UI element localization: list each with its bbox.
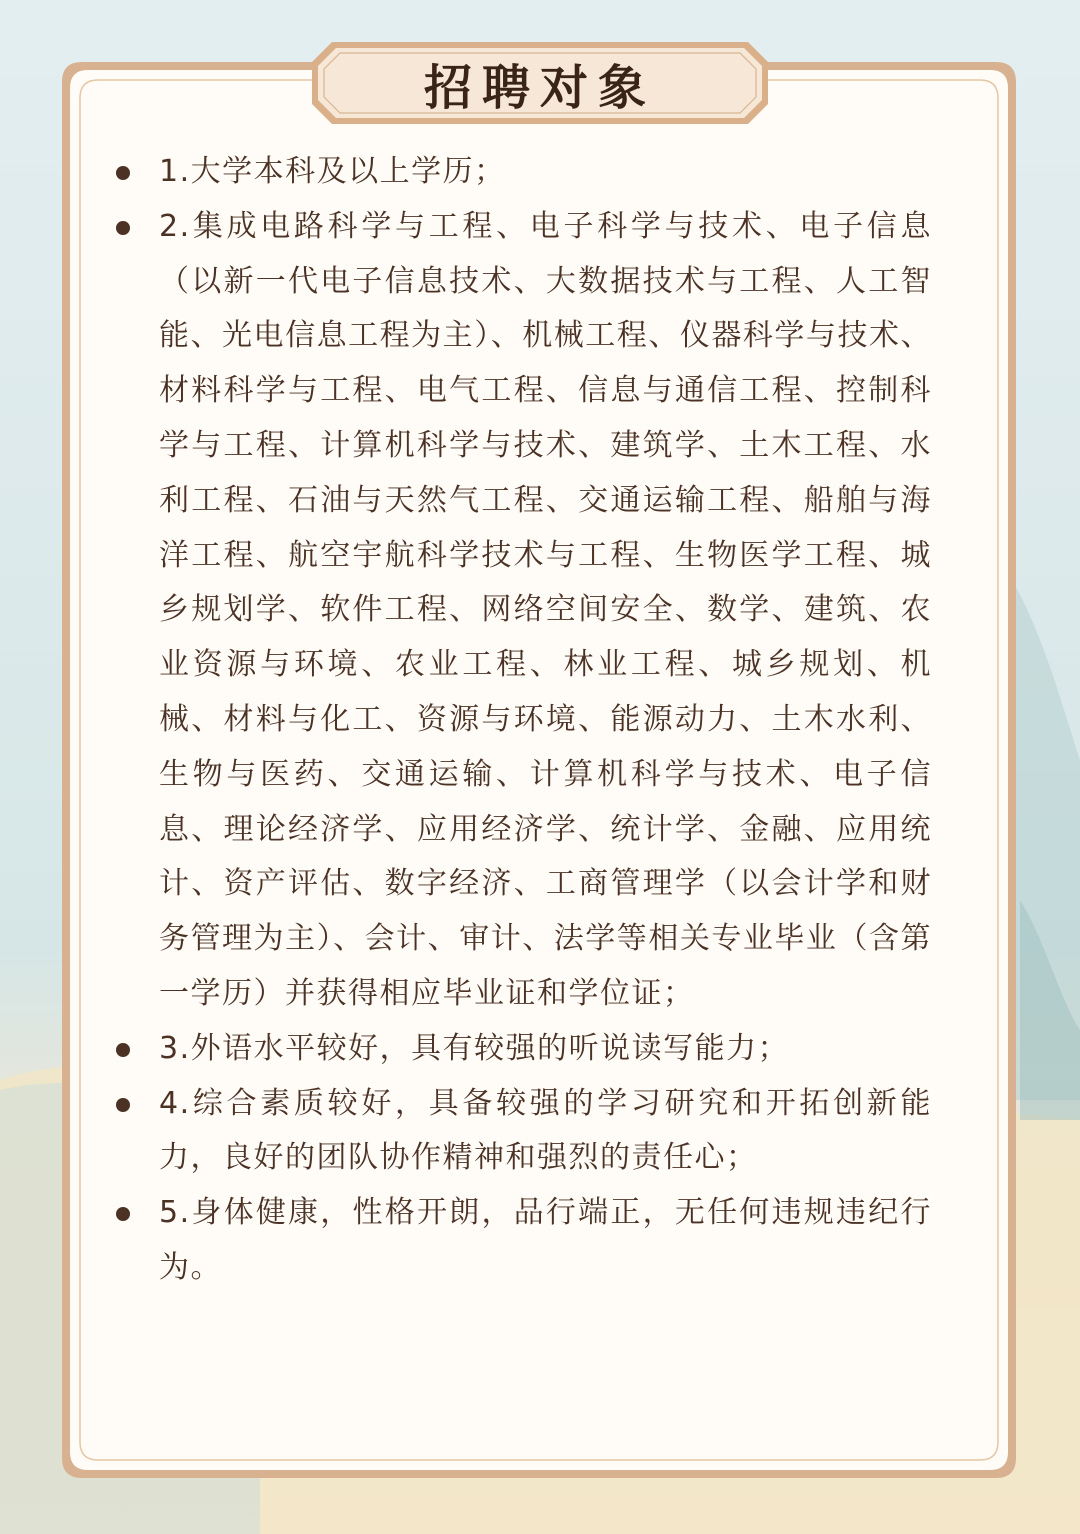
bullet-icon — [116, 1098, 130, 1112]
list-item — [112, 1077, 932, 1187]
requirement-text: 5.身体健康，性格开朗，品行端正，无任何违规违纪行为。 — [159, 1195, 932, 1285]
list-item — [112, 145, 932, 200]
requirements-section — [112, 145, 932, 1296]
bullet-icon — [116, 166, 130, 180]
requirement-text: 1.大学本科及以上学历； — [159, 154, 506, 189]
bullet-icon — [116, 221, 130, 235]
list-item — [112, 200, 932, 1022]
requirements-list — [112, 145, 932, 1296]
page-title: 招聘对象 — [423, 59, 656, 116]
title-plaque — [310, 40, 770, 126]
requirement-text: 2.集成电路科学与工程、电子科学与技术、电子信息（以新一代电子信息技术、大数据技术与工程、人工智能、光电信息工程为主）、机械工程、仪器科学与技术、材料科学与工程、电气工程、信息与通信工程、控制科学与工程、计算机科学与技术、建筑学、土木工程、水利工程、石油与天然气工程、交通运输工程、船舶与海洋工程、航空宇航科学技术与工程、生物医学工程、城乡规划学、软件工程、网络空间安全、数学、建筑、农业资源与环境、农业工程、林业工程、城乡规划、机械、材料与化工、资源与环境、能源动力、土木水利、生物与医药、交通运输、计算机科学与技术、电子信息、理论经济学、应用经济学、统计学、金融、应用统计、资产评估、数字经济、工商管理学（以会计学和财务管理为主）、会计、审计、法学等相关专业毕业（含第一学历）并获得相应毕业证和学位证； — [159, 208, 932, 1011]
list-item — [112, 1186, 932, 1296]
requirement-text: 4.综合素质较好，具备较强的学习研究和开拓创新能力，良好的团队协作精神和强烈的责任心； — [159, 1085, 932, 1176]
requirement-text: 3.外语水平较好，具有较强的听说读写能力； — [159, 1030, 790, 1066]
list-item — [112, 1022, 932, 1077]
bullet-icon — [116, 1207, 130, 1221]
bullet-icon — [116, 1043, 130, 1057]
